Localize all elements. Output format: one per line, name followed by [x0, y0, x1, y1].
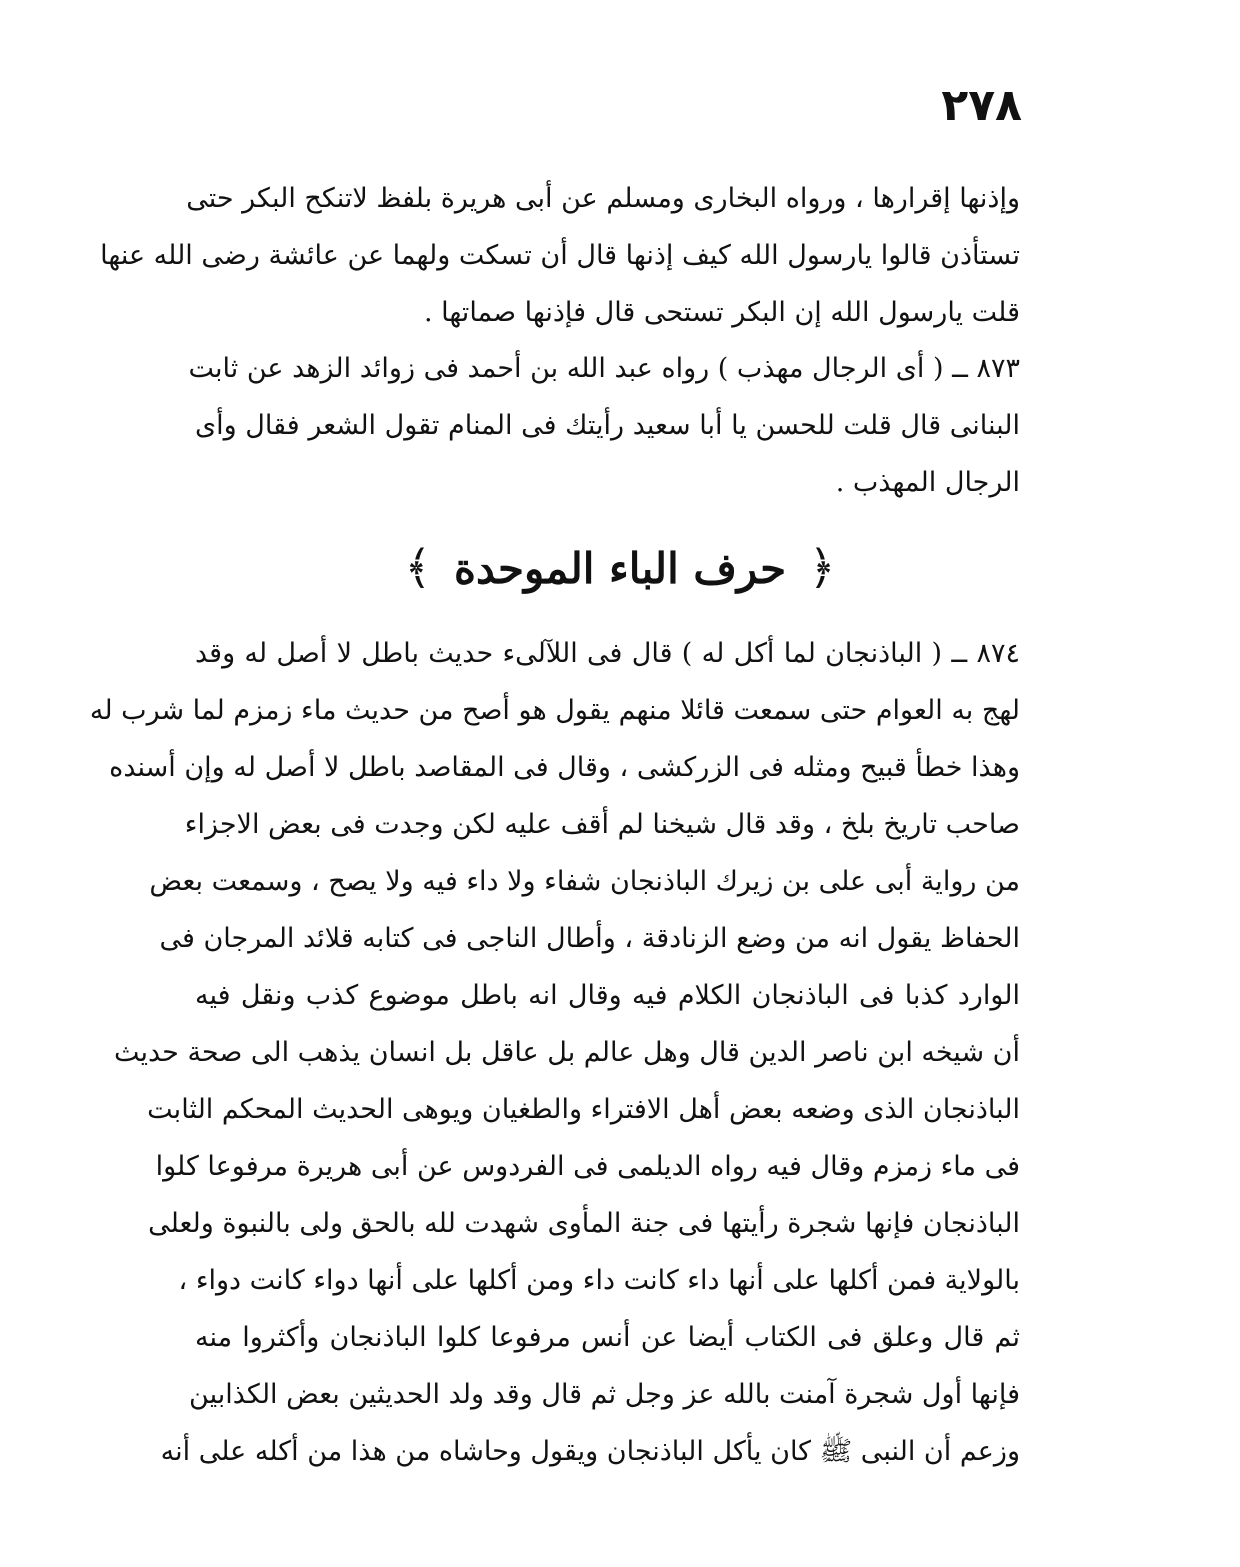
text-line: قلت يارسول الله إن البكر تستحى قال فإذنها صماتها . [423, 297, 1020, 328]
heading-open-bracket: ﴿ [808, 540, 836, 594]
text-line: لهج به العوام حتى سمعت قائلا منهم يقول هو أصح من حديث ماء زمزم لما شرب له [89, 695, 1020, 726]
text-line: تستأذن قالوا يارسول الله كيف إذنها قال أن تسكت ولهما عن عائشة رضى الله عنها [100, 240, 1020, 271]
text-line: الرجال المهذب . [835, 467, 1020, 498]
text-line: من رواية أبى على بن زيرك الباذنجان شفاء ولا داء فيه ولا يصح ، وسمعت بعض [149, 866, 1020, 897]
text-line: فى ماء زمزم وقال فيه رواه الديلمى فى الفردوس عن أبى هريرة مرفوعا كلوا [155, 1151, 1020, 1182]
text-line: الحفاظ يقول انه من وضع الزنادقة ، وأطال الناجى فى كتابه قلائد المرجان فى [159, 923, 1020, 954]
previous-entry-continuation [100, 170, 1020, 341]
text-line: وزعم أن النبى ﷺ كان يأكل الباذنجان ويقول وحاشاه من هذا من أكله على أنه [160, 1436, 1020, 1467]
text-line: وهذا خطأ قبيح ومثله فى الزركشى ، وقال فى المقاصد باطل لا أصل له وإن أسنده [109, 752, 1020, 783]
entry-873 [188, 340, 1020, 511]
text-line: أن شيخه ابن ناصر الدين قال وهل عالم بل عاقل بل انسان يذهب الى صحة حديث [113, 1037, 1020, 1068]
text-line: ٨٧٣ ــ ( أى الرجال مهذب ) رواه عبد الله بن أحمد فى زوائد الزهد عن ثابت [188, 353, 1020, 384]
entry-874 [89, 625, 1020, 1480]
heading-title: حرف الباء الموحدة [453, 544, 787, 593]
page-number: ٢٧٨ [941, 80, 1022, 131]
text-line: فإنها أول شجرة آمنت بالله عز وجل ثم قال وقد ولد الحديثين بعض الكذابين [189, 1379, 1020, 1410]
text-line: الباذنجان فإنها شجرة رأيتها فى جنة المأوى شهدت لله بالحق ولى بالنبوة ولعلى [148, 1208, 1020, 1239]
text-line: صاحب تاريخ بلخ ، وقد قال شيخنا لم أقف عليه لكن وجدت فى بعض الاجزاء [184, 809, 1020, 840]
text-line: الباذنجان الذى وضعه بعض أهل الافتراء والطغيان ويوهى الحديث المحكم الثابت [147, 1094, 1020, 1125]
text-line: الوارد كذبا فى الباذنجان الكلام فيه وقال انه باطل موضوع كذب ونقل فيه [195, 980, 1020, 1011]
text-line: البنانى قال قلت للحسن يا أبا سعيد رأيتك فى المنام تقول الشعر فقال وأى [195, 410, 1020, 441]
text-line: بالولاية فمن أكلها على أنها داء كانت داء ومن أكلها على أنها دواء كانت دواء ، [178, 1265, 1020, 1296]
section-heading [300, 532, 940, 604]
heading-close-bracket: ﴾ [404, 540, 432, 594]
text-line: ٨٧٤ ــ ( الباذنجان لما أكل له ) قال فى اللآلىء حديث باطل لا أصل له وقد [195, 638, 1020, 669]
text-line: ثم قال وعلق فى الكتاب أيضا عن أنس مرفوعا كلوا الباذنجان وأكثروا منه [195, 1322, 1020, 1353]
text-line: وإذنها إقرارها ، ورواه البخارى ومسلم عن أبى هريرة بلفظ لاتنكح البكر حتى [186, 183, 1020, 214]
